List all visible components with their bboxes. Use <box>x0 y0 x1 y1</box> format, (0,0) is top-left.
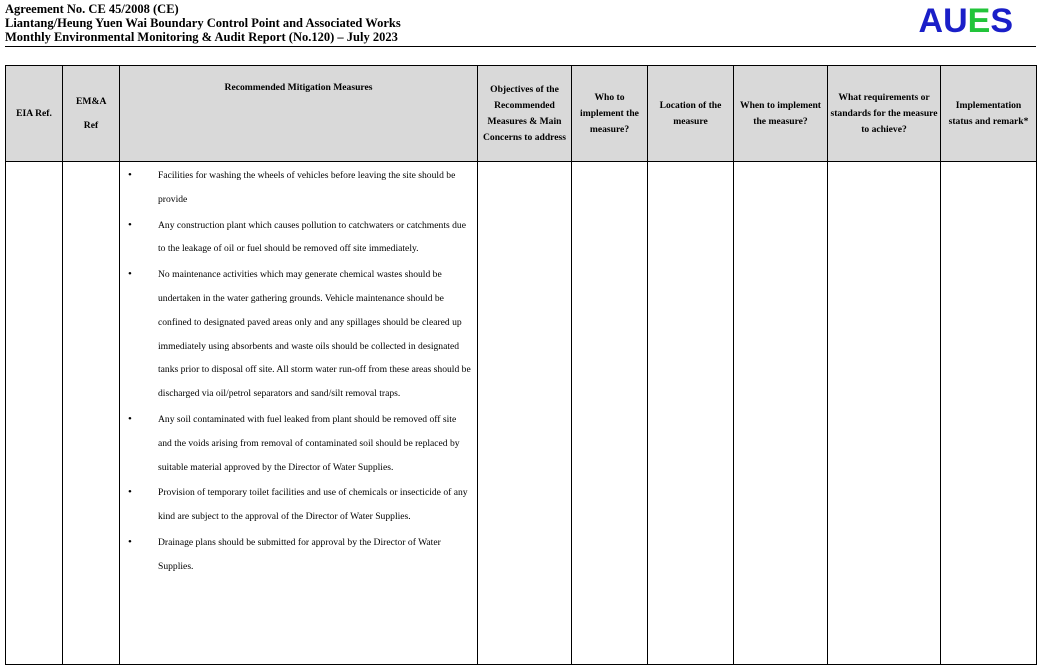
col-header-who: Who to implement the measure? <box>572 66 648 162</box>
cell-requirements <box>828 162 941 665</box>
cell-location <box>648 162 734 665</box>
bullet-glyph: • <box>128 218 132 231</box>
aues-logo <box>919 2 1013 40</box>
list-item <box>128 531 471 579</box>
cell-when <box>734 162 828 665</box>
table-row <box>6 162 1037 665</box>
header-divider <box>5 46 1036 47</box>
cell-emna-ref <box>63 162 120 665</box>
logo-part-au: AU <box>918 2 968 40</box>
report-header <box>5 2 1035 46</box>
cell-objectives <box>478 162 572 665</box>
cell-who <box>572 162 648 665</box>
report-title: Monthly Environmental Monitoring & Audit Report (No.120) – July 2023 <box>5 30 398 45</box>
table-header-row <box>6 66 1037 162</box>
cell-eia-ref <box>6 162 63 665</box>
col-header-requirements: What requirements or standards for the measure to achieve? <box>828 66 941 162</box>
agreement-number: Agreement No. CE 45/2008 (CE) <box>5 2 179 16</box>
list-item <box>128 408 471 479</box>
col-header-emna-ref-text: EM&A Ref <box>76 95 107 131</box>
logo-part-e: E <box>967 2 991 40</box>
measure-text: Provision of temporary toilet facilities and use of chemicals or insecticide of any kind are subject to the approval of the Director of Water Supplies. <box>158 487 468 523</box>
cell-measures <box>120 162 478 665</box>
col-header-objectives: Objectives of the Recommended Measures & Main Concerns to address <box>478 66 572 162</box>
measure-text: Drainage plans should be submitted for approval by the Director of Water Supplies. <box>158 536 441 572</box>
bullet-glyph: • <box>128 412 132 425</box>
col-header-location: Location of the measure <box>648 66 734 162</box>
list-item <box>128 164 471 212</box>
project-title: Liantang/Heung Yuen Wai Boundary Control Point and Associated Works <box>5 16 401 31</box>
col-header-when: When to implement the measure? <box>734 66 828 162</box>
col-header-eia-ref: EIA Ref. <box>6 66 63 162</box>
bullet-glyph: • <box>128 486 132 499</box>
measures-list <box>120 162 477 579</box>
measure-text: Any soil contaminated with fuel leaked from plant should be removed off site and the voids arising from removal of contaminated soil should be replaced by suitable material approved by the Director of Water Supplies. <box>158 413 460 473</box>
bullet-glyph: • <box>128 169 132 181</box>
measure-text: Any construction plant which causes pollution to catchwaters or catchments due to the leakage of oil or fuel should be removed off site immediately. <box>158 219 466 255</box>
mitigation-measures-table <box>5 65 1037 665</box>
logo-part-s: S <box>990 2 1013 40</box>
list-item <box>128 263 471 406</box>
measure-text: Facilities for washing the wheels of vehicles before leaving the site should be provide <box>158 170 456 205</box>
bullet-glyph: • <box>128 268 132 281</box>
col-header-emna-ref <box>63 66 120 162</box>
cell-status <box>941 162 1037 665</box>
col-header-measures: Recommended Mitigation Measures <box>120 66 478 162</box>
measure-text: No maintenance activities which may generate chemical wastes should be undertaken in the water gathering grounds. Vehicle maintenance should be confined to designated paved areas only and any spillages should be cleared up immediately using absorbents and waste oils should be collected in designated tanks prior to disposal off site. All storm water run-off from these areas should be discharged via oil/petrol separators and sand/silt removal traps. <box>158 269 471 400</box>
bullet-glyph: • <box>128 535 132 548</box>
list-item <box>128 481 471 529</box>
col-header-status: Implementation status and remark* <box>941 66 1037 162</box>
list-item <box>128 214 471 262</box>
